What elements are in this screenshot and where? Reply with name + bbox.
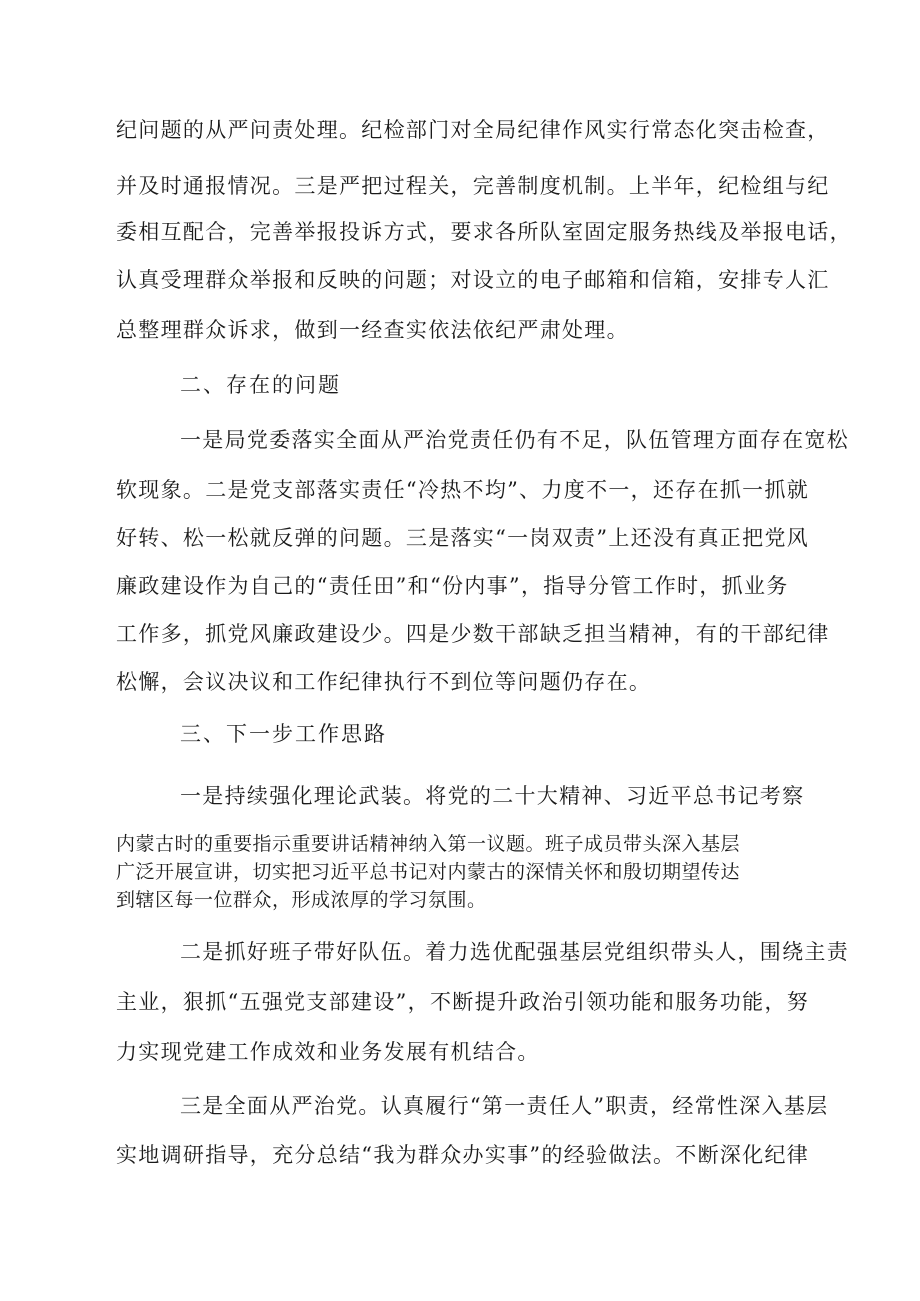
body-text-line: 广泛开展宣讲，切实把习近平总书记对内蒙古的深情关怀和殷切期望传达 xyxy=(116,861,741,883)
body-text-line: 主业，狠抓“五强党支部建设”，不断提升政治引领功能和服务功能，努 xyxy=(116,990,810,1014)
body-text-line: 二是抓好班子带好队伍。着力选优配强基层党组织带头人，围绕主责 xyxy=(180,940,849,964)
body-text-line: 内蒙古时的重要指示重要讲话精神纳入第一议题。班子成员带头深入基层 xyxy=(116,833,741,855)
section-heading-problems: 二、存在的问题 xyxy=(180,373,341,397)
section-heading-next-steps: 三、下一步工作思路 xyxy=(180,722,387,746)
body-text-line: 到辖区每一位群众，形成浓厚的学习氛围。 xyxy=(116,889,487,911)
body-text-line: 松懈，会议决议和工作纪律执行不到位等问题仍存在。 xyxy=(116,670,652,694)
body-text-line: 并及时通报情况。三是严把过程关，完善制度机制。上半年，纪检组与纪 xyxy=(116,174,830,198)
body-text-line: 力实现党建工作成效和业务发展有机结合。 xyxy=(116,1040,540,1064)
body-text-line: 一是持续强化理论武装。将党的二十大精神、习近平总书记考察 xyxy=(180,784,805,808)
body-text-line: 纪问题的从严问责处理。纪检部门对全局纪律作风实行常态化突击检查， xyxy=(116,118,830,142)
body-text-line: 三是全面从严治党。认真履行“第一责任人”职责，经常性深入基层 xyxy=(180,1094,829,1118)
body-text-line: 工作多，抓党风廉政建设少。四是少数干部缺乏担当精神，有的干部纪律 xyxy=(116,622,830,646)
body-text-line: 软现象。二是党支部落实责任“冷热不均”、力度不一，还存在抓一抓就 xyxy=(116,478,810,502)
body-text-line: 一是局党委落实全面从严治党责任仍有不足，队伍管理方面存在宽松 xyxy=(180,428,849,452)
body-text-line: 委相互配合，完善举报投诉方式，要求各所队室固定服务热线及举报电话， xyxy=(116,220,852,244)
body-text-line: 实地调研指导，充分总结“我为群众办实事”的经验做法。不断深化纪律 xyxy=(116,1143,810,1167)
body-text-line: 总整理群众诉求，做到一经查实依法依纪严肃处理。 xyxy=(116,318,629,342)
body-text-line: 廉政建设作为自己的“责任田”和“份内事”，指导分管工作时，抓业务 xyxy=(116,574,789,598)
body-text-line: 好转、松一松就反弹的问题。三是落实“一岗双责”上还没有真正把党风 xyxy=(116,526,810,550)
body-text-line: 认真受理群众举报和反映的问题；对设立的电子邮箱和信箱，安排专人汇 xyxy=(116,268,830,292)
